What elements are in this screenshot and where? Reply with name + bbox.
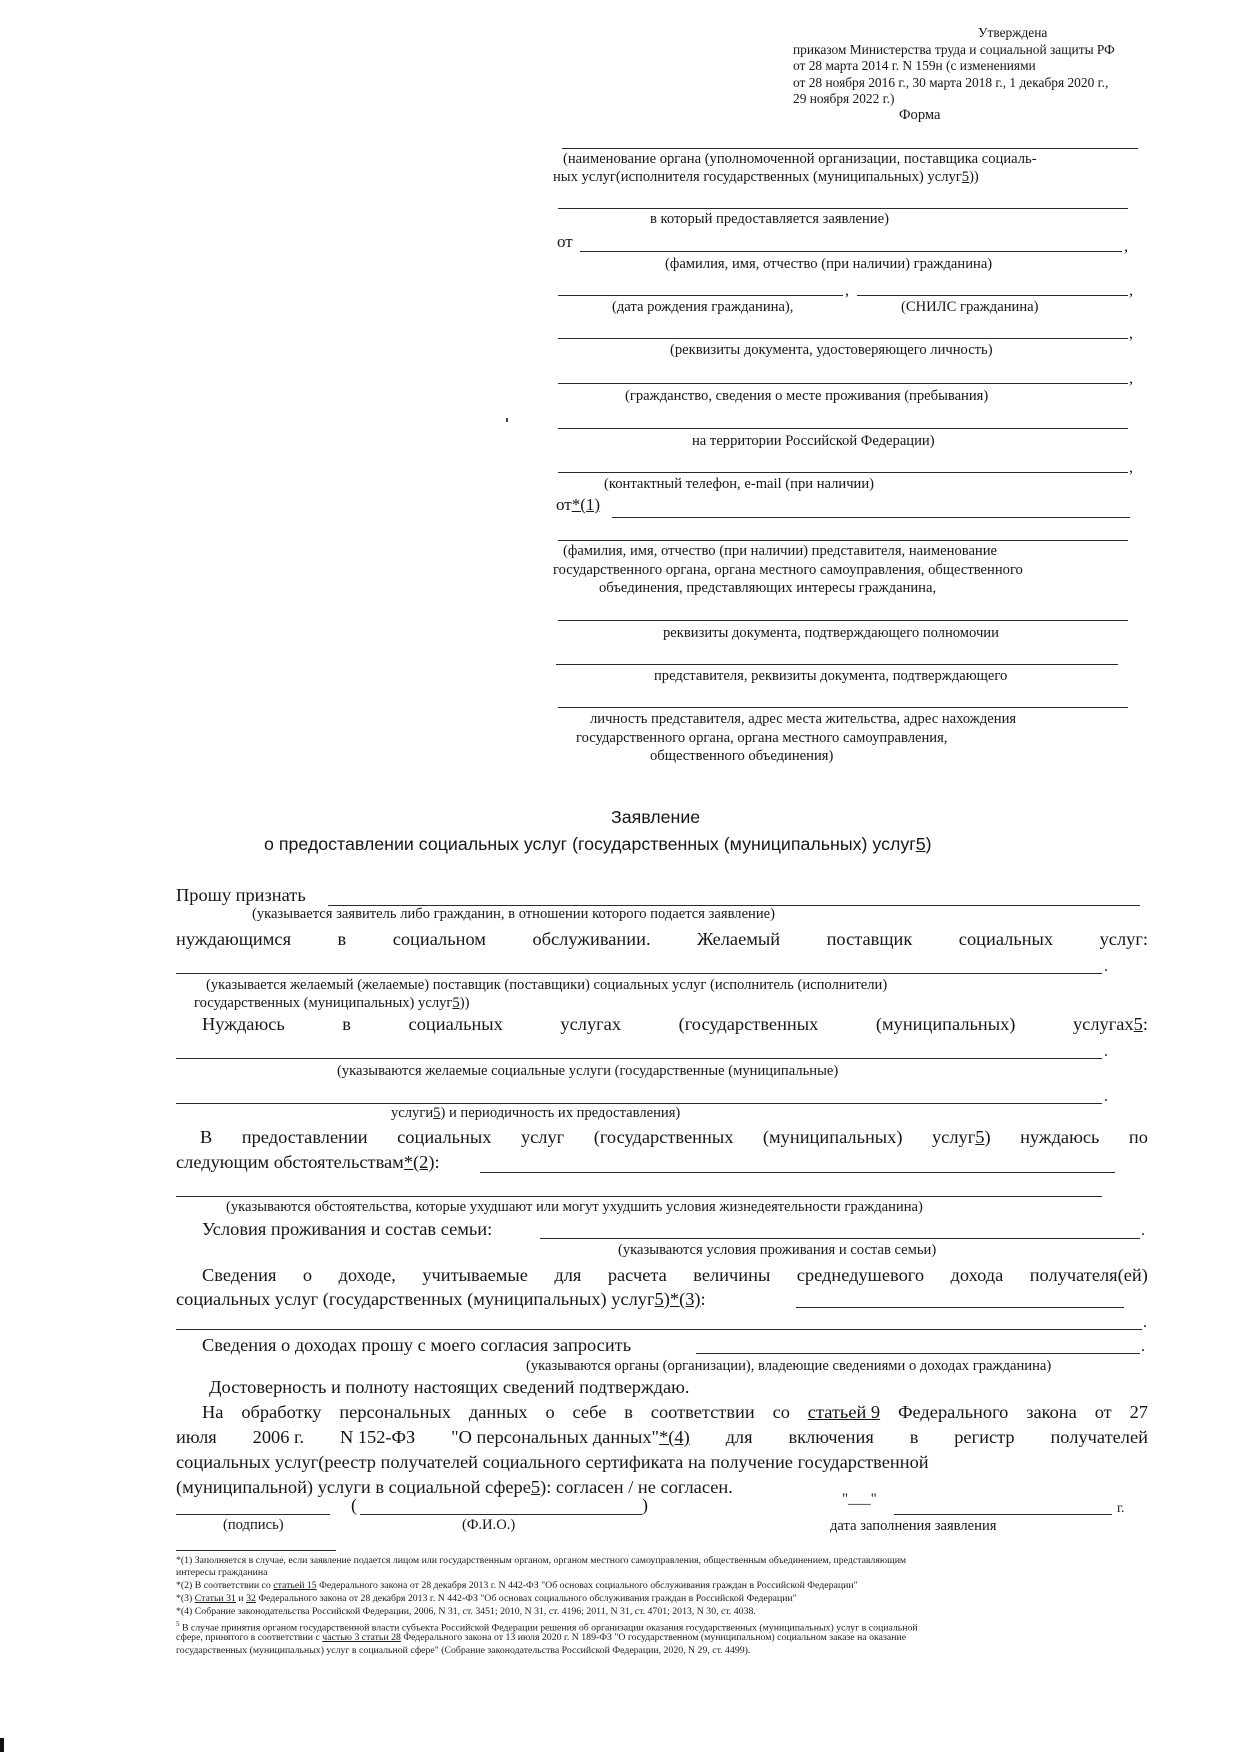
scan-speck (506, 418, 508, 422)
circumstances-label: следующим обстоятельствам*(2): (176, 1152, 440, 1172)
request-label: Сведения о доходах прошу с моего согласия запросить (202, 1335, 632, 1355)
contacts-line[interactable] (558, 472, 1128, 473)
from-label: от (557, 232, 573, 251)
approval-line-5: 29 ноября 2022 г.) (793, 91, 895, 106)
footnote-5-line-2: сфере, принятого в соответствии с частью 3 статьи 28 Федерального закона от 13 июля 2020 г. N 189-ФЗ "О государственном (муниципальном) социальном заказе на оказание (176, 1632, 907, 1643)
id-doc-line[interactable] (558, 338, 1128, 339)
footnote-3: *(3) Статьи 31 и 32 Федерального закона от 28 декабря 2013 г. N 442-ФЗ "Об основах социального обслуживания граждан в Российской Федерации" (176, 1593, 797, 1604)
comma: , (1129, 370, 1133, 387)
organ-caption-3: в который предоставляется заявление) (650, 211, 889, 227)
dob-caption: (дата рождения гражданина), (612, 299, 794, 315)
period: . (1104, 1088, 1108, 1105)
representative-line-2[interactable] (558, 540, 1128, 541)
form-label: Форма (899, 107, 941, 123)
law-link[interactable]: статьей 9 (807, 1402, 881, 1422)
income-line-1[interactable] (796, 1307, 1124, 1308)
comma: , (1129, 459, 1133, 476)
footnote-4: *(4) Собрание законодательства Российской Федерации, 2006, N 31, ст. 3451; 2010, N 31, ст. 4196; 2011, N 31, ст. 4701; 2013, N 30, ст. 4038. (176, 1606, 756, 1617)
living-label: Условия проживания и состав семьи: (202, 1219, 493, 1239)
year-suffix: г. (1117, 1500, 1125, 1515)
snils-caption: (СНИЛС гражданина) (901, 299, 1039, 315)
circumstances-line-1[interactable] (480, 1172, 1115, 1173)
pd-line-3: социальных услуг(реестр получателей социального сертификата на получение государственной (176, 1452, 929, 1472)
rep-caption-6: личность представителя, адрес места жительства, адрес нахождения (590, 711, 1017, 727)
request-caption: (указываются органы (организации), владеющие сведениями о доходах гражданина) (526, 1358, 1052, 1374)
rep-doc-line[interactable] (558, 620, 1128, 621)
recognize-label: Прошу признать (176, 885, 306, 905)
rep-address-line[interactable] (558, 707, 1128, 708)
document-title: Заявление (611, 807, 701, 827)
recognize-caption: (указывается заявитель либо гражданин, в отношении которого подается заявление) (252, 906, 776, 922)
citizen-fio-caption: (фамилия, имя, отчество (при наличии) гражданина) (665, 256, 993, 272)
signature-line[interactable] (176, 1514, 330, 1515)
pd-line-1: На обработку персональных данных о себе в соответствии со статьей 9 Федерального закона от 27 (202, 1402, 1148, 1422)
from-rep-label: от*(1) (556, 495, 601, 514)
residence-line[interactable] (558, 428, 1128, 429)
period: . (1141, 1338, 1145, 1355)
organ-line-2[interactable] (558, 208, 1128, 209)
request-line[interactable] (696, 1353, 1140, 1354)
comma: , (845, 282, 849, 299)
footnote-1-line-2: интересы гражданина (176, 1567, 268, 1578)
date-quotes[interactable]: "___" (842, 1491, 877, 1507)
approval-line-3: от 28 марта 2014 г. N 159н (с изменениями (793, 58, 1036, 73)
dob-line[interactable] (558, 295, 843, 296)
document-subtitle: о предоставлении социальных услуг (государственных (муниципальных) услуг5) (264, 834, 932, 854)
circumstances-caption: (указываются обстоятельства, которые ухудшают или могут ухудшить условия жизнедеятельности гражданина) (226, 1199, 923, 1215)
rep-caption-2: государственного органа, органа местного самоуправления, общественного (553, 562, 1023, 578)
income-line: Сведения о доходе, учитываемые для расчета величины среднедушевого дохода получателя(ей) (202, 1265, 1148, 1285)
period: . (1143, 1314, 1147, 1331)
need-line: нуждающимся в социальном обслуживании. Желаемый поставщик социальных услуг: (176, 929, 1148, 949)
footnote-5-line-1: $^5$ В случае принятия органом государственной власти субъекта Российской Федерации решения об организации оказания государственных (муниципальных) услуг в социальной (176, 1620, 918, 1634)
services-line: Нуждаюсь в социальных услугах (государственных (муниципальных) услугах5: (202, 1014, 1148, 1034)
period: . (1141, 1222, 1145, 1239)
footnote-2: *(2) В соответствии со статьей 15 Федерального закона от 28 декабря 2013 г. N 442-ФЗ "Об основах социального обслуживания граждан в Российской Федерации" (176, 1580, 858, 1591)
date-caption: дата заполнения заявления (830, 1518, 997, 1534)
fio-line[interactable] (360, 1514, 642, 1515)
provider-caption-2: государственных (муниципальных) услуг5)) (194, 995, 470, 1011)
provider-caption-1: (указывается желаемый (желаемые) поставщик (поставщики) социальных услуг (исполнитель (исполнители) (206, 977, 888, 993)
circumstances-line-2[interactable] (176, 1196, 1102, 1197)
confirm-text: Достоверность и полноту настоящих сведений подтверждаю. (209, 1377, 690, 1397)
id-doc-caption: (реквизиты документа, удостоверяющего личность) (670, 342, 993, 358)
approval-line-2: приказом Министерства труда и социальной защиты РФ (793, 42, 1115, 57)
organ-caption-2: ных услуг(исполнителя государственных (муниципальных) услуг5)) (553, 169, 979, 185)
organ-line[interactable] (562, 148, 1138, 149)
rep-id-line[interactable] (556, 664, 1118, 665)
rep-caption-8: общественного объединения) (650, 748, 834, 764)
open-paren: ( (351, 1495, 357, 1515)
pd-line-4: (муниципальной) услуги в социальной сфере5): согласен / не согласен. (176, 1477, 733, 1497)
representative-line[interactable] (612, 517, 1130, 518)
comma: , (1129, 325, 1133, 342)
snils-line[interactable] (857, 295, 1128, 296)
rep-caption-5: представителя, реквизиты документа, подтверждающего (654, 668, 1008, 684)
close-paren: ) (642, 1495, 648, 1515)
scan-edge-mark (0, 1738, 4, 1752)
living-line[interactable] (540, 1238, 1140, 1239)
footnote-1-line-1: *(1) Заполняется в случае, если заявление подается лицом или государственным органом, органом местного самоуправления, общественным объединением, представляющим (176, 1555, 907, 1566)
comma: , (1129, 282, 1133, 299)
footnote-separator (176, 1550, 336, 1551)
approval-line-1: Утверждена (978, 25, 1048, 40)
citizenship-caption-2: на территории Российской Федерации) (692, 433, 935, 449)
rep-caption-4: реквизиты документа, подтверждающего полномочии (663, 625, 999, 641)
period: . (1104, 1043, 1108, 1060)
pd-line-2: июля 2006 г. N 152-ФЗ "О персональных данных"*(4) для включения в регистр получателей (176, 1427, 1148, 1447)
citizenship-caption-1: (гражданство, сведения о месте проживания (пребывания) (625, 388, 989, 404)
services-line-1[interactable] (176, 1058, 1102, 1059)
income-line-2[interactable] (176, 1329, 1142, 1330)
citizen-fio-line[interactable] (580, 251, 1122, 252)
living-caption: (указываются условия проживания и состав семьи) (618, 1242, 937, 1258)
services-line-2[interactable] (176, 1103, 1102, 1104)
comma: , (1124, 238, 1128, 255)
period: . (1104, 958, 1108, 975)
contacts-caption: (контактный телефон, e-mail (при наличии) (604, 476, 875, 492)
rep-caption-1: (фамилия, имя, отчество (при наличии) представителя, наименование (563, 543, 998, 559)
income-label: социальных услуг (государственных (муниципальных) услуг5)*(3): (176, 1289, 706, 1309)
provider-line[interactable] (176, 973, 1102, 974)
services-caption-1: (указываются желаемые социальные услуги (государственные (муниципальные) (337, 1063, 839, 1079)
circumstances-line: В предоставлении социальных услуг (государственных (муниципальных) услуг5) нуждаюсь по (200, 1127, 1148, 1147)
signature-caption: (подпись) (223, 1517, 284, 1533)
date-line[interactable] (894, 1514, 1112, 1515)
organ-caption-1: (наименование органа (уполномоченной организации, поставщика социаль- (563, 151, 1037, 167)
rep-caption-3: объединения, представляющих интересы гражданина, (599, 580, 937, 596)
citizenship-line[interactable] (558, 383, 1128, 384)
approval-line-4: от 28 ноября 2016 г., 30 марта 2018 г., 1 декабря 2020 г., (793, 75, 1109, 90)
services-caption-2: услуги5) и периодичность их предоставления) (391, 1105, 681, 1121)
footnote-5-line-3: государственных (муниципальных) услуг в социальной сфере" (Собрание законодательства Российской Федерации, 2020, N 29, ст. 4499). (176, 1645, 751, 1656)
rep-caption-7: государственного органа, органа местного самоуправления, (576, 730, 948, 746)
fio-caption: (Ф.И.О.) (462, 1517, 516, 1533)
